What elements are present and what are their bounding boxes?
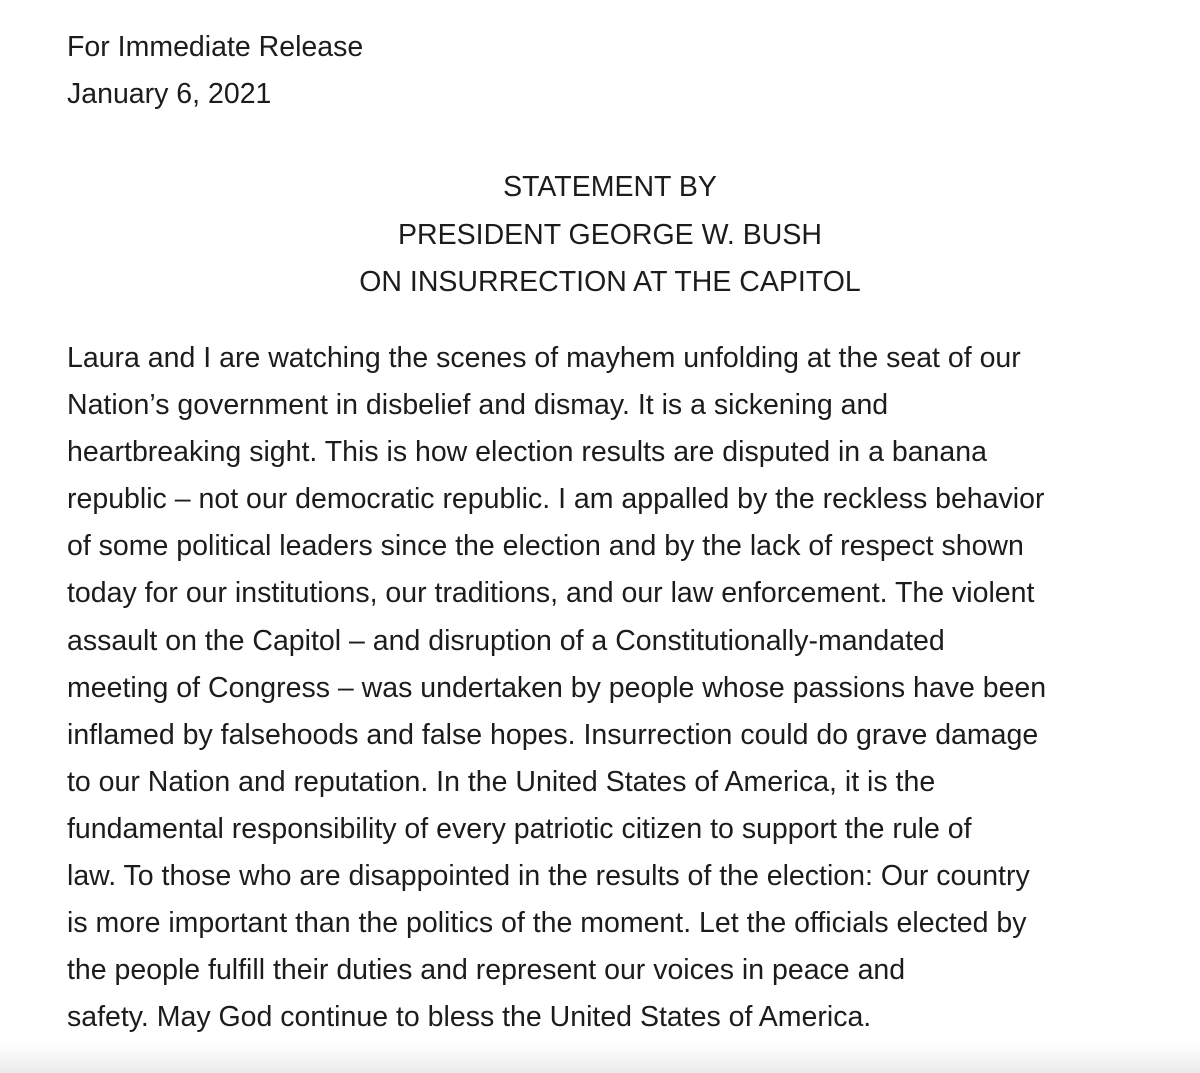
body-line: Laura and I are watching the scenes of mayhem unfolding at the seat of our <box>67 342 1021 374</box>
body-line: safety. May God continue to bless the United States of America. <box>67 1001 872 1034</box>
release-date: January 6, 2021 <box>67 78 272 110</box>
body-line: of some political leaders since the election and by the lack of respect shown <box>67 530 1024 563</box>
body-line: meeting of Congress – was undertaken by people whose passions have been <box>67 671 1047 704</box>
body-line: the people fulfill their duties and represent our voices in peace and <box>67 954 906 987</box>
body-line: to our Nation and reputation. In the United States of America, it is the <box>67 765 936 798</box>
body-line: inflamed by falsehoods and false hopes. Insurrection could do grave damage <box>67 718 1039 751</box>
body-line: Nation’s government in disbelief and dismay. It is a sickening and <box>67 389 889 422</box>
statement-heading <box>67 164 1153 307</box>
release-label: For Immediate Release <box>67 31 364 63</box>
body-line: today for our institutions, our traditions, and our law enforcement. The violent <box>67 577 1035 610</box>
body-line: fundamental responsibility of every patriotic citizen to support the rule of <box>67 812 972 845</box>
press-release-document <box>67 24 1167 1034</box>
bottom-shadow <box>0 1043 1200 1073</box>
heading-line: ON INSURRECTION AT THE CAPITOL <box>359 266 861 298</box>
body-line: assault on the Capitol – and disruption of a Constitutionally-mandated <box>67 624 945 657</box>
heading-line: STATEMENT BY <box>503 171 717 203</box>
body-line: is more important than the politics of the moment. Let the officials elected by <box>67 907 1027 940</box>
body-line: republic – not our democratic republic. I am appalled by the reckless behavior <box>67 483 1045 516</box>
statement-body <box>67 335 1167 1041</box>
heading-line: PRESIDENT GEORGE W. BUSH <box>398 218 822 251</box>
body-line: heartbreaking sight. This is how election results are disputed in a banana <box>67 436 987 469</box>
body-line: law. To those who are disappointed in the results of the election: Our country <box>67 860 1030 893</box>
